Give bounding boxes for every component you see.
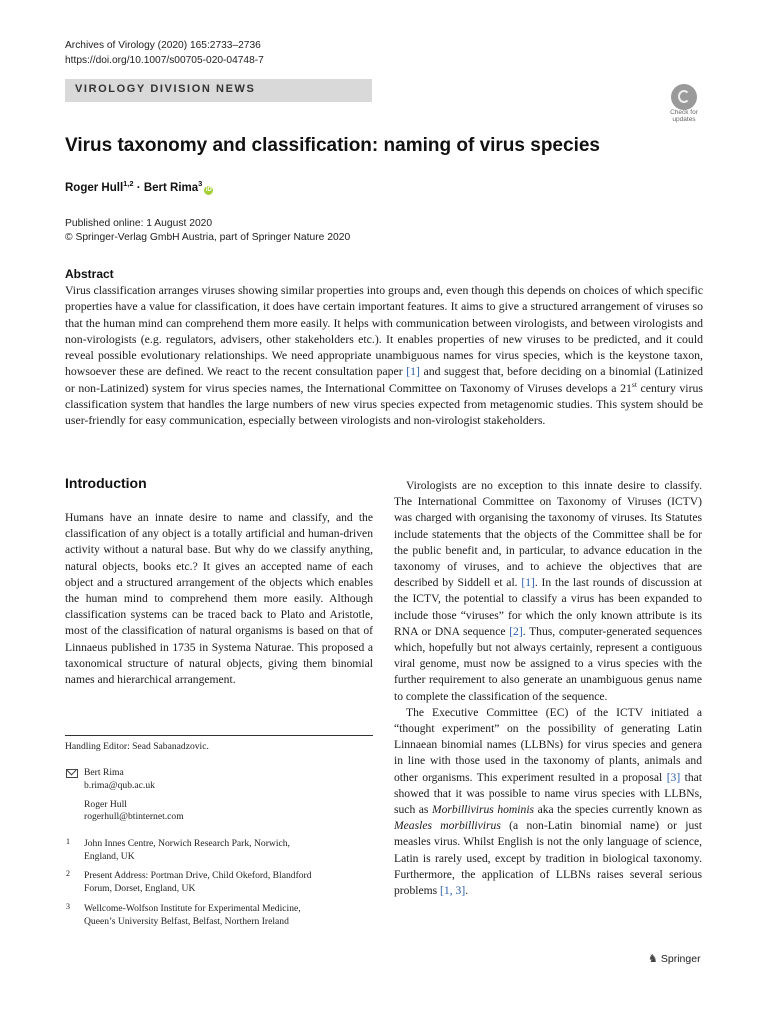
ordinal-superscript: st xyxy=(631,379,637,389)
abstract-text: and suggest that, before deciding on a binomial (Latinized or non-Latinized) system for virus species names, the International Committee on Taxonomy of Viruses develops a 21 xyxy=(65,364,703,395)
citation-link[interactable]: [1] xyxy=(521,576,535,590)
abstract-body xyxy=(65,282,703,429)
paragraph-text: (a non-Latin binomial name) or just measles virus. Whilst English is not the only language of science, Latin is rarely used, except by tradition in biological taxonomy. Furthermore, the application of LLBNs raises several serious problems xyxy=(394,819,702,898)
footnote-divider xyxy=(65,735,373,736)
citation-link[interactable]: [3] xyxy=(666,770,681,784)
left-column xyxy=(65,510,373,688)
publisher-logo xyxy=(648,952,701,965)
paragraph xyxy=(394,478,702,705)
affiliation-line: Wellcome-Wolfson Institute for Experimental Medicine, xyxy=(84,903,301,914)
affiliation-number: 2 xyxy=(66,869,70,878)
citation-number: 3 xyxy=(455,884,462,898)
paragraph-text: The Executive Committee (EC) of the ICTV initiated a “thought experiment” on the possibility of generating Latin Linnaean binomial names (LLBNs) for virus species and genera in line with those used in the taxonomy of plants, animals and other organisms. This experiment resulted in a proposal xyxy=(394,705,702,784)
publisher-name: Springer xyxy=(660,953,701,965)
contact-email[interactable]: b.rima@qub.ac.uk xyxy=(84,780,155,791)
published-date: Published online: 1 August 2020 xyxy=(65,218,213,229)
author-list xyxy=(65,179,213,195)
affiliation-number: 1 xyxy=(66,837,70,846)
affiliation-line: John Innes Centre, Norwich Research Park, Norwich, xyxy=(84,838,290,849)
paragraph-text: that showed that it was possible to name virus species with LLBNs, such as xyxy=(394,770,702,817)
bracket: ] xyxy=(461,884,466,898)
introduction-heading: Introduction xyxy=(65,475,147,491)
check-for-updates-label: Check for updates xyxy=(670,109,698,123)
paragraph xyxy=(394,705,702,899)
affiliation-number: 3 xyxy=(66,902,70,911)
springer-horse-icon: ♞ xyxy=(648,953,658,965)
journal-citation: Archives of Virology (2020) 165:2733–2736 xyxy=(65,40,261,51)
envelope-icon xyxy=(66,769,78,778)
author-separator: · xyxy=(133,181,144,194)
citation-link[interactable]: [1] xyxy=(406,364,420,379)
handling-editor: Handling Editor: Sead Sabanadzovic. xyxy=(65,741,209,752)
author-name[interactable]: Bert Rima xyxy=(143,181,199,194)
paragraph-text: aka the species currently known as xyxy=(534,803,702,817)
affiliation-line: England, UK xyxy=(84,851,135,862)
paragraph-text: Virologists are no exception to this innate desire to classify. The International Committee on Taxonomy of Viruses (ICTV) was charged with organising the taxonomy of viruses. Its Statutes include statements that the objects of the Committee shall be for the public benefit and, in particular, to advance education in the taxonomy of viruses, and to achieve the objectives that are described by Siddell et al. xyxy=(394,479,702,590)
citation-link[interactable]: [2] xyxy=(509,624,523,638)
affiliation-line: Queen’s University Belfast, Belfast, Northern Ireland xyxy=(84,916,289,927)
author-name[interactable]: Roger Hull xyxy=(65,181,124,194)
contact-name: Roger Hull xyxy=(84,799,127,810)
citation-number: 1 xyxy=(443,884,450,898)
check-for-updates-badge[interactable] xyxy=(664,84,704,124)
separator: , xyxy=(449,884,456,898)
abstract-text: century virus classification system that handles the large numbers of new virus species expected from metagenomic studies. This system should be user-friendly for easy communication, especially between virologists and non-virologist stakeholders. xyxy=(65,380,703,428)
paragraph-text: . In the last rounds of discussion at the ICTV, the potential to classify a virus has been expanded to include those “viruses” for which the only known attribute is its RNA or DNA sequence xyxy=(394,576,702,638)
paragraph-text: . Thus, computer-generated sequences which, hopefully but not always certainly, represent a contiguous viral genome, must now be assigned to a virus species with the further requirement to also generate an unambiguous genus name to complete the classification of the sequence. xyxy=(394,624,702,703)
bracket: [ xyxy=(440,884,444,898)
paragraph: Humans have an innate desire to name and classify, and the classification of any object is a totally artificial and human-driven activity without a natural base. But why do we classify anything, natural objects, books etc.? It gives an accepted name of each object and a structured arrangement of the objects which enables the human mind to comprehend them more easily. Although classification systems can be traced back to Plato and Aristotle, most of the classification of natural organisms is based on that of Linnaeus published in 1735 in Systema Naturae. This proposed a taxonomical structure of natural objects, giving them binomial names and hierarchical arrangement. xyxy=(65,511,373,687)
contact-name: Bert Rima xyxy=(84,767,124,778)
paragraph-text: . xyxy=(465,884,469,898)
affiliation-line: Present Address: Portman Drive, Child Okeford, Blandford xyxy=(84,870,312,881)
doi-link[interactable]: https://doi.org/10.1007/s00705-020-04748-7 xyxy=(65,55,264,66)
article-title: Virus taxonomy and classification: naming of virus species xyxy=(65,135,600,156)
check-for-updates-icon xyxy=(671,84,697,110)
author-affiliation-marker: 1,2 xyxy=(123,179,134,188)
author-affiliation-marker: 3 xyxy=(198,179,203,188)
species-name: Measles morbillivirus xyxy=(394,819,501,833)
species-name: Morbillivirus hominis xyxy=(431,803,535,817)
abstract-heading: Abstract xyxy=(65,267,114,281)
abstract-text: Virus classification arranges viruses showing similar properties into groups and, even though this depends on choices of which specific properties have a value for classification, it does have certain important features. It aims to give a structured arrangement of viruses so that the human mind can comprehend them more easily. It helps with communication between virologists, and between virologists and non-virologists (e.g. regulators, advisers, other stakeholders etc.). It enables properties of new viruses to be predicted, and it could reveal possible evolutionary relationships. We need appropriate unambiguous names for virus species, which is the keystone taxon, howsoever these are defined. We react to the recent consultation paper xyxy=(65,283,703,379)
affiliation-line: Forum, Dorset, England, UK xyxy=(84,883,196,894)
right-column xyxy=(394,478,702,899)
citation-link[interactable] xyxy=(440,884,465,897)
contact-email[interactable]: rogerhull@btinternet.com xyxy=(84,811,184,822)
copyright-notice: © Springer-Verlag GmbH Austria, part of Springer Nature 2020 xyxy=(65,232,351,243)
section-banner xyxy=(65,79,372,102)
orcid-icon[interactable]: iD xyxy=(205,186,212,193)
section-label: VIROLOGY DIVISION NEWS xyxy=(75,83,256,95)
